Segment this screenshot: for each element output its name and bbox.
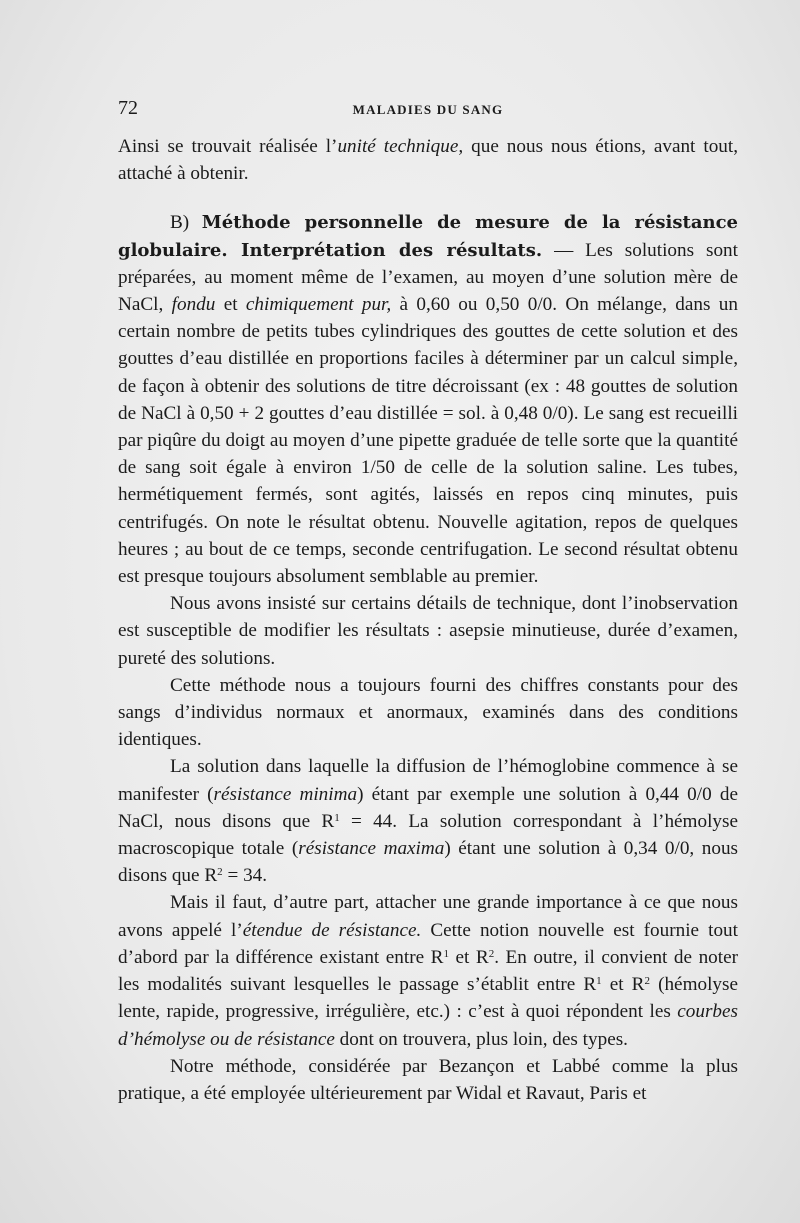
running-title: MALADIES DU SANG <box>352 102 504 117</box>
italic-term: unité technique, <box>337 136 464 157</box>
paragraph-3: Nous avons insisté sur certains détails de technique, dont l’inobservation est susceptible de modifier les résultats : asepsie minutieuse, durée d’examen, pureté des solutions. <box>118 593 738 669</box>
section-heading: Méthode personnelle de mesure de la résistance globulaire. Interprétation des résultats. <box>118 212 738 261</box>
page-number: 72 <box>118 97 138 119</box>
page-header <box>118 97 738 121</box>
paragraph-5: La solution dans laquelle la diffusion de l’hémoglobine commence à se manifester (résistance minima) étant par exemple une solution à 0,44 0/0 de NaCl, nous disons que $R^1 = 44$. La solution correspondant à l’hémolyse macroscopique totale (résistance maxima) étant une solution à 0,34 0/0, nous disons que $R^2 = 34$. <box>118 756 739 887</box>
paragraph-1: Ainsi se trouvait réalisée l’unité technique, que nous nous étions, avant tout, attaché à obtenir. <box>118 136 739 185</box>
paragraph-4: Cette méthode nous a toujours fourni des chiffres constants pour des sangs d’individus normaux et anormaux, examinés dans des conditions identiques. <box>118 674 738 751</box>
paragraph-6: Mais il faut, d’autre part, attacher une grande importance à ce que nous avons appelé l’étendue de résistance. Cette notion nouvelle est fournie tout d’abord par la différence existant entre $R^1$ et $R^2$. En outre, il convient de noter les modalités suivant lesquelles le passage s’établit entre $R^1$ et $R^2$ (hémolyse lente, rapide, progressive, irrégulière, etc.) : c’est à quoi répondent les courbes d’hémolyse ou de résistance dont on trouvera, plus loin, des types. <box>118 892 738 1050</box>
paragraph-2: B) Méthode personnelle de mesure de la résistance globulaire. Interprétation des résultats. — Les solutions sont préparées, au moment même de l’examen, au moyen d’une solution mère de NaCl, fondu et chimiquement pur, à 0,60 ou 0,50 0/0. On mélange, dans un certain nombre de petits tubes cylindriques des gouttes de cette solution et des gouttes d’eau distillée en proportions faciles à déterminer par un calcul simple, de façon à obtenir des solutions de titre décroissant (ex : 48 gouttes de solution de NaCl à 0,50 + 2 gouttes d’eau distillée = sol. à 0,48 0/0). Le sang est recueilli par piqûre du doigt au moyen d’une pipette graduée de telle sorte que la quantité de sang soit égale à environ 1/50 de celle de la solution saline. Les tubes, hermétiquement fermés, sont agités, laissés en repos cinq minutes, puis centrifugés. On note le résultat obtenu. Nouvelle agitation, repos de quelques heures ; au bout de ce temps, seconde centrifugation. Le second résultat obtenu est presque toujours absolument semblable au premier. <box>118 212 738 588</box>
body-text <box>118 133 738 1107</box>
paragraph-7: Notre méthode, considérée par Bezançon et Labbé comme la plus pratique, a été employée ultérieurement par Widal et Ravaut, Paris et <box>118 1055 738 1104</box>
